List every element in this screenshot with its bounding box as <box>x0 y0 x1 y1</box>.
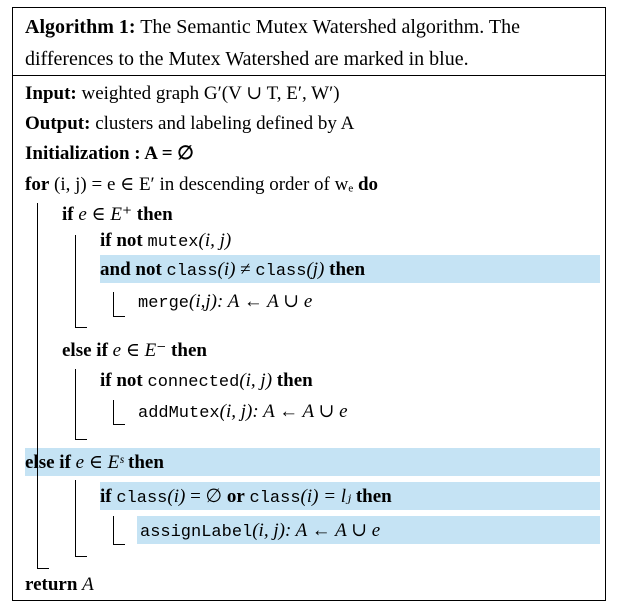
output-line <box>25 112 354 136</box>
else-if-e-minus-line <box>62 339 207 363</box>
class-fn-1: class <box>166 262 218 281</box>
assign-label-line <box>140 519 380 545</box>
output-text: clusters and labeling defined by A <box>95 113 355 134</box>
if-keyword: if <box>62 204 74 225</box>
class-arg-i-2: (i) <box>167 486 186 507</box>
elseif2-block-end <box>75 556 87 557</box>
caption-line-2 <box>25 48 469 70</box>
merge-line <box>138 290 312 316</box>
else-if-keyword-2: else if <box>25 452 71 473</box>
caption-label: Algorithm 1: <box>25 16 136 38</box>
return-text: A <box>82 574 94 595</box>
class-arg-i: (i) <box>217 259 236 280</box>
addmutex-block-rule <box>113 400 114 424</box>
for-block-rule <box>37 203 38 568</box>
connected-fn: connected <box>147 373 240 392</box>
assign-label-args: (i, j) <box>252 520 285 541</box>
init-text: : A = ∅ <box>134 143 194 164</box>
if-e-plus-cond: e ∈ E⁺ <box>78 204 132 225</box>
elseif1-block-end <box>75 439 87 440</box>
for-keyword: for <box>25 174 50 195</box>
return-line <box>25 573 94 597</box>
else-if-e-minus-cond: e ∈ E⁻ <box>112 340 167 361</box>
caption-rule <box>12 75 606 76</box>
output-keyword: Output: <box>25 113 91 134</box>
merge-block-rule <box>113 292 114 316</box>
merge-fn: merge <box>138 294 190 313</box>
and-not-keyword: and not <box>100 259 162 280</box>
class-fn-3: class <box>116 489 168 508</box>
elseif2-block-rule <box>75 480 76 556</box>
addmutex-block-end <box>113 424 125 425</box>
add-mutex-fn: addMutex <box>138 404 220 423</box>
then-keyword-6: then <box>355 486 392 507</box>
assignlabel-block-rule <box>113 516 114 544</box>
input-line <box>25 82 340 106</box>
neq-symbol: ≠ <box>240 259 251 280</box>
return-keyword: return <box>25 574 78 595</box>
add-mutex-assign: : A ← A ∪ e <box>252 401 348 422</box>
then-keyword-4: then <box>276 370 313 391</box>
then-keyword-3: then <box>171 340 207 361</box>
if-class-line <box>100 485 392 511</box>
if-not-connected-line <box>100 369 313 395</box>
connected-args: (i, j) <box>239 370 273 391</box>
if-block-rule <box>75 235 76 327</box>
for-text: (i, j) = e ∈ E′ in descending order of wₑ <box>54 174 354 195</box>
class-fn-4: class <box>249 489 301 508</box>
or-keyword: or <box>226 486 245 507</box>
else-if-keyword: else if <box>62 340 108 361</box>
input-text: weighted graph G′(V ∪ T, E′, W′) <box>81 83 340 104</box>
caption-text-2: differences to the Mutex Watershed are marked in blue. <box>25 48 469 70</box>
eq-lj: = lⱼ <box>323 486 352 507</box>
else-if-e-s-cond: e ∈ Eˢ <box>75 452 124 473</box>
for-block-end <box>37 568 49 569</box>
then-keyword-2: then <box>329 259 366 280</box>
class-arg-j: (j) <box>306 259 325 280</box>
if-not-keyword: if not <box>100 230 143 251</box>
init-line <box>25 142 194 166</box>
merge-assign: : A ← A ∪ e <box>216 291 313 312</box>
caption-text-1: The Semantic Mutex Watershed algorithm. The <box>140 16 520 38</box>
if-not-mutex-line <box>100 229 231 255</box>
then-keyword-5: then <box>128 452 164 473</box>
mutex-fn: mutex <box>147 233 199 252</box>
init-keyword: Initialization <box>25 143 130 164</box>
add-mutex-args: (i, j) <box>219 401 253 422</box>
if-keyword-2: if <box>100 486 112 507</box>
assignlabel-block-end <box>113 544 125 545</box>
class-arg-i-3: (i) <box>300 486 319 507</box>
assign-label-assign: : A ← A ∪ e <box>284 520 381 541</box>
else-if-e-s-line <box>25 451 164 475</box>
if-block-end <box>75 327 87 328</box>
if-not-keyword-2: if not <box>100 370 143 391</box>
for-line <box>25 173 378 197</box>
assign-label-fn: assignLabel <box>140 523 253 542</box>
elseif1-block-rule <box>75 369 76 439</box>
do-keyword: do <box>357 174 379 195</box>
then-keyword: then <box>136 204 173 225</box>
merge-args: (i,j) <box>189 291 217 312</box>
mutex-args: (i, j) <box>198 230 232 251</box>
and-not-class-line <box>100 258 365 284</box>
add-mutex-line <box>138 400 348 426</box>
class-fn-2: class <box>255 262 307 281</box>
input-keyword: Input: <box>25 83 77 104</box>
merge-block-end <box>113 316 125 317</box>
eq-empty: = ∅ <box>190 486 223 507</box>
if-e-plus-line <box>62 203 173 227</box>
caption-line-1 <box>25 16 520 38</box>
